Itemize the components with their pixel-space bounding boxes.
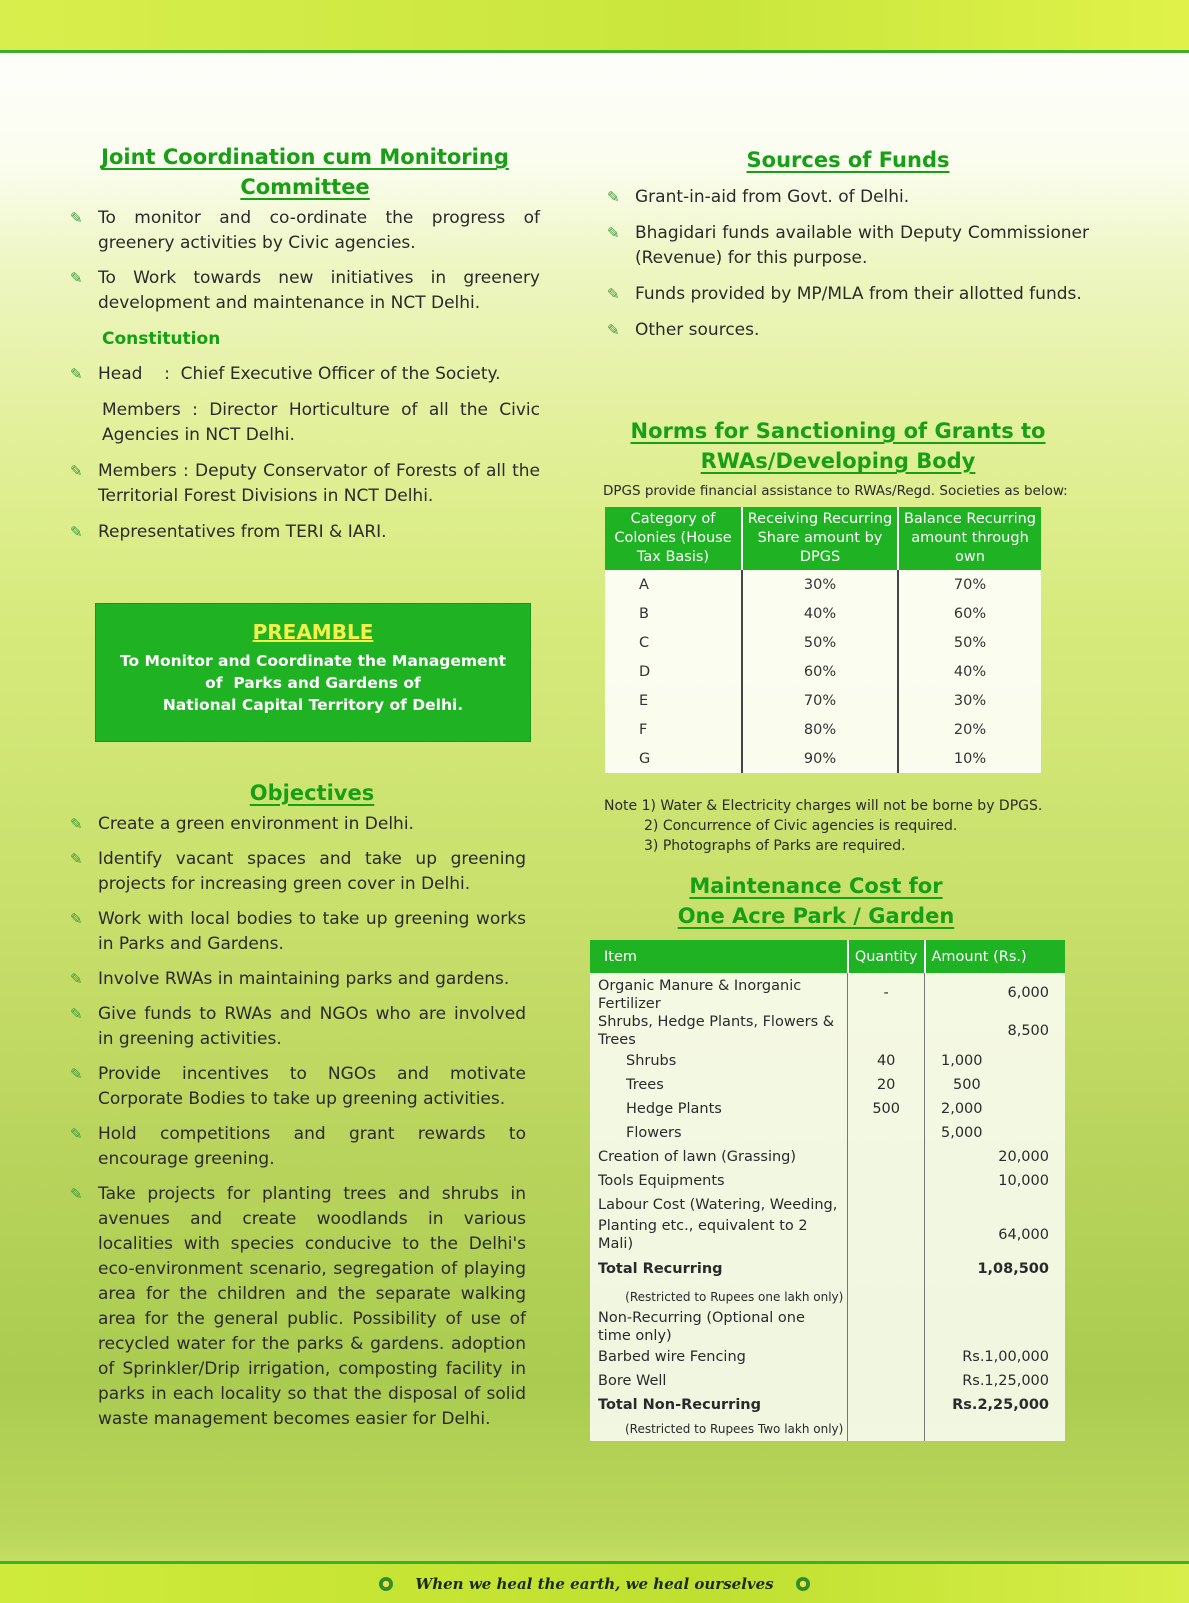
maintenance-table	[590, 940, 1065, 1441]
objective-item: ✎ Create a green environment in Delhi.	[70, 812, 526, 837]
constitution-heading: Constitution	[102, 329, 221, 349]
leaf-icon	[70, 812, 98, 837]
table-row: (Restricted to Rupees Two lakh only)	[590, 1417, 1065, 1441]
maintenance-header: Amount (Rs.)	[925, 940, 1066, 973]
objective-item: ✎ Provide incentives to NGOs and motivate Corporate Bodies to take up greening activities.	[70, 1062, 526, 1112]
maintenance-title: Maintenance Cost for One Acre Park / Garden	[677, 874, 955, 928]
objective-item: ✎ Identify vacant spaces and take up greening projects for increasing green cover in Delhi.	[70, 847, 526, 897]
table-row: Labour Cost (Watering, Weeding,	[590, 1193, 1065, 1217]
leaf-icon	[70, 459, 98, 484]
table-row: Trees 20 500	[590, 1073, 1065, 1097]
leaf-icon	[607, 318, 635, 343]
table-row: Shrubs 40 1,000	[590, 1049, 1065, 1073]
constitution-representatives: ✎ Representatives from TERI & IARI.	[70, 520, 540, 545]
leaf-icon	[70, 1182, 98, 1207]
objective-item: ✎ Give funds to RWAs and NGOs who are involved in greening activities.	[70, 1002, 526, 1052]
maintenance-header: Item	[590, 940, 848, 973]
preamble-box	[95, 603, 531, 742]
table-row: Creation of lawn (Grassing) 20,000	[590, 1145, 1065, 1169]
committee-bullet: ✎ To Work towards new initiatives in greenery development and maintenance in NCT Delhi.	[70, 266, 540, 316]
constitution-members-forests: ✎ Members : Deputy Conservator of Forests of all the Territorial Forest Divisions in NCT Delhi.	[70, 459, 540, 509]
table-row: (Restricted to Rupees one lakh only)	[590, 1285, 1065, 1309]
norms-header: Balance Recurring amount through own	[898, 507, 1041, 570]
top-band	[0, 0, 1189, 53]
leaf-icon	[70, 1062, 98, 1087]
table-row: F 80% 20%	[605, 715, 1041, 744]
maintenance-header: Quantity	[848, 940, 925, 973]
constitution-head: ✎ Head : Chief Executive Officer of the Society.	[70, 362, 540, 387]
left-column	[70, 142, 540, 545]
table-row: Shrubs, Hedge Plants, Flowers & Trees 8,500	[598, 1014, 1049, 1048]
fund-source: ✎ Bhagidari funds available with Deputy Commissioner (Revenue) for this purpose.	[607, 221, 1089, 271]
objectives-section	[70, 778, 526, 1432]
norms-table	[605, 507, 1041, 773]
leaf-icon	[70, 907, 98, 932]
funds-title: Sources of Funds	[746, 148, 950, 172]
table-row: Non-Recurring (Optional one time only)	[590, 1309, 1065, 1345]
table-row: Total Recurring 1,08,500	[590, 1253, 1065, 1285]
preamble-title: PREAMBLE	[252, 620, 374, 644]
bottom-band	[0, 1561, 1189, 1603]
objective-item: ✎ Work with local bodies to take up greening works in Parks and Gardens.	[70, 907, 526, 957]
leaf-icon	[607, 185, 635, 210]
norms-title: Norms for Sanctioning of Grants to RWAs/Developing Body	[630, 419, 1046, 473]
constitution-members-horticulture: Members : Director Horticulture of all the Civic Agencies in NCT Delhi.	[102, 400, 540, 445]
table-row: Tools Equipments 10,000	[590, 1169, 1065, 1193]
footer-tagline: When we heal the earth, we heal ourselves	[415, 1574, 774, 1593]
fund-source: ✎ Funds provided by MP/MLA from their allotted funds.	[607, 282, 1089, 307]
flower-icon	[379, 1577, 393, 1591]
leaf-icon	[70, 206, 98, 231]
leaf-icon	[70, 1002, 98, 1027]
norms-notes: Note 1) Water & Electricity charges will not be borne by DPGS. 2) Concurrence of Civic agencies is required. 3) Photographs of Parks are required.	[604, 798, 1043, 854]
table-row: Hedge Plants 500 2,000	[590, 1097, 1065, 1121]
flower-icon	[796, 1577, 810, 1591]
table-row: C 50% 50%	[605, 628, 1041, 657]
right-column	[607, 145, 1089, 343]
norms-header: Category of Colonies (House Tax Basis)	[605, 507, 742, 570]
leaf-icon	[70, 266, 98, 291]
objective-item: ✎ Involve RWAs in maintaining parks and gardens.	[70, 967, 526, 992]
leaf-icon	[70, 1122, 98, 1147]
committee-title: Joint Coordination cum Monitoring Committee	[101, 145, 509, 199]
objective-item: ✎ Take projects for planting trees and shrubs in avenues and create woodlands in various localities with species conducive to the Delhi's eco-environment scenario, segregation of playing area for the children and the separate walking area for the general public. Possibility of use of recycled water for the parks & gardens. adoption of Sprinkler/Drip irrigation, composting facility in parks in each locality so that the disposal of solid waste management becomes easier for Delhi.	[70, 1182, 526, 1432]
table-row: Bore Well Rs.1,25,000	[590, 1369, 1065, 1393]
norms-intro: DPGS provide financial assistance to RWAs/Regd. Societies as below:	[603, 483, 1068, 499]
fund-source: ✎ Other sources.	[607, 318, 1089, 343]
committee-bullet: ✎ To monitor and co-ordinate the progress of greenery activities by Civic agencies.	[70, 206, 540, 256]
table-row: D 60% 40%	[605, 657, 1041, 686]
leaf-icon	[70, 362, 98, 387]
table-row: Flowers 5,000	[590, 1121, 1065, 1145]
leaf-icon	[607, 282, 635, 307]
objective-item: ✎ Hold competitions and grant rewards to encourage greening.	[70, 1122, 526, 1172]
leaf-icon	[70, 520, 98, 545]
table-row: E 70% 30%	[605, 686, 1041, 715]
preamble-text: To Monitor and Coordinate the Management of Parks and Gardens of National Capital Territory of Delhi.	[119, 652, 507, 714]
leaf-icon	[607, 221, 635, 246]
leaf-icon	[70, 847, 98, 872]
fund-source: ✎ Grant-in-aid from Govt. of Delhi.	[607, 185, 1089, 210]
table-row: B 40% 60%	[605, 599, 1041, 628]
table-row: Organic Manure & Inorganic Fertilizer - 6,000	[590, 973, 1065, 1013]
leaf-icon	[70, 967, 98, 992]
objectives-title: Objectives	[249, 781, 375, 805]
table-row: G 90% 10%	[605, 744, 1041, 773]
table-row: Total Non-Recurring Rs.2,25,000	[590, 1393, 1065, 1417]
norms-header: Receiving Recurring Share amount by DPGS	[742, 507, 898, 570]
table-row: Planting etc., equivalent to 2 Mali) 64,000	[598, 1218, 1049, 1252]
table-row: Barbed wire Fencing Rs.1,00,000	[590, 1345, 1065, 1369]
table-row: A 30% 70%	[605, 570, 1041, 599]
